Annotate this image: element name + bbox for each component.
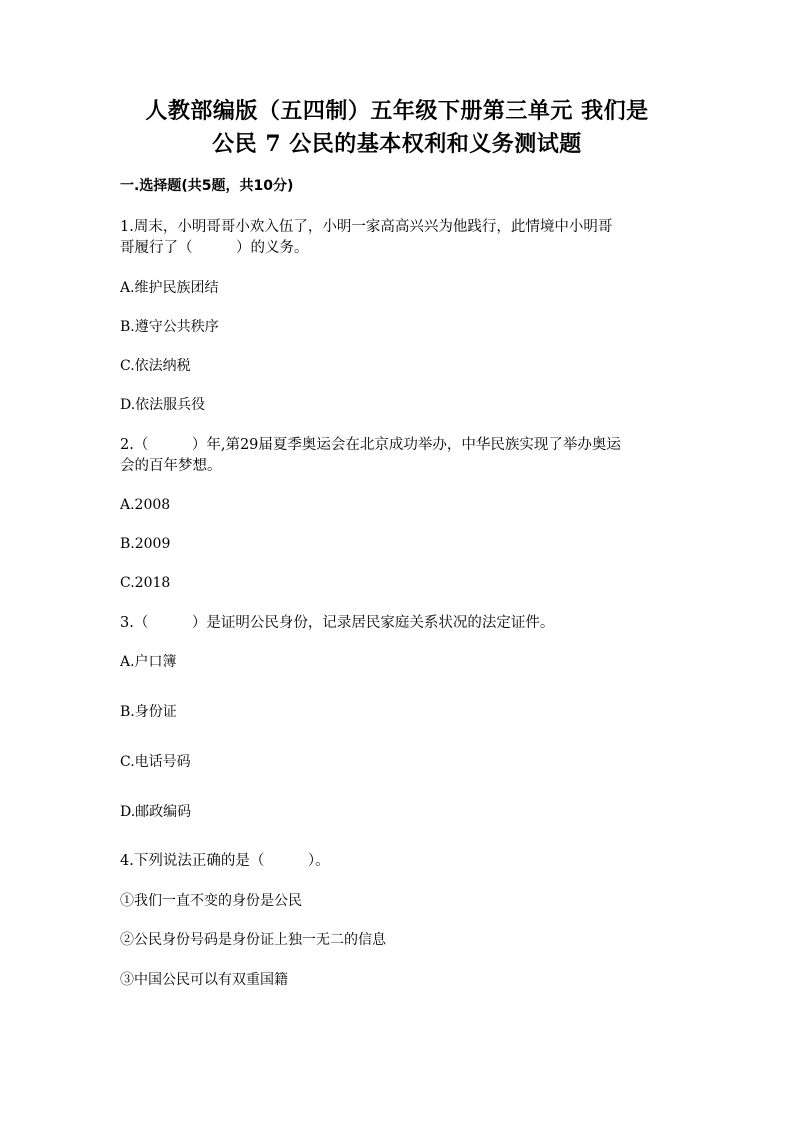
question-1-option-b: B.遵守公共秩序 [120, 319, 219, 335]
question-2-stem-line-2: 会的百年梦想。 [120, 458, 222, 474]
question-2-option-c: C.2018 [120, 575, 171, 591]
question-3-option-d: D.邮政编码 [120, 804, 192, 820]
question-3-option-c: C.电话号码 [120, 754, 191, 770]
section-heading: 一.选择题(共5题，共10分) [120, 178, 294, 194]
question-1-option-c: C.依法纳税 [120, 358, 191, 374]
question-4-statement-1: ①我们一直不变的身份是公民 [120, 893, 302, 909]
question-2-option-a: A.2008 [120, 497, 171, 513]
question-3-option-a: A.户口簿 [120, 654, 177, 670]
question-2-option-b: B.2009 [120, 536, 171, 552]
document-title-line-1: 人教部编版（五四制）五年级下册第三单元 我们是 [145, 98, 649, 124]
question-4-statement-2: ②公民身份号码是身份证上独一无二的信息 [120, 932, 386, 948]
question-1-option-a: A.维护民族团结 [120, 280, 219, 296]
question-1-stem-line-1: 1.周末，小明哥哥小欢入伍了，小明一家高高兴兴为他践行，此情境中小明哥 [120, 219, 613, 235]
document-title-line-2: 公民 7 公民的基本权利和义务测试题 [212, 131, 582, 157]
question-3-option-b: B.身份证 [120, 704, 177, 720]
question-4-statement-3: ③中国公民可以有双重国籍 [120, 972, 288, 988]
question-3-stem-line-1: 3.（ ）是证明公民身份，记录居民家庭关系状况的法定证件。 [120, 615, 555, 631]
question-2-stem-line-1: 2.（ ）年,第29届夏季奥运会在北京成功举办，中华民族实现了举办奥运 [120, 437, 621, 453]
question-1-stem-line-2: 哥履行了（ ）的义务。 [120, 240, 309, 256]
question-4-stem-line-1: 4.下列说法正确的是（ ）。 [120, 853, 330, 869]
question-1-option-d: D.依法服兵役 [120, 397, 206, 413]
